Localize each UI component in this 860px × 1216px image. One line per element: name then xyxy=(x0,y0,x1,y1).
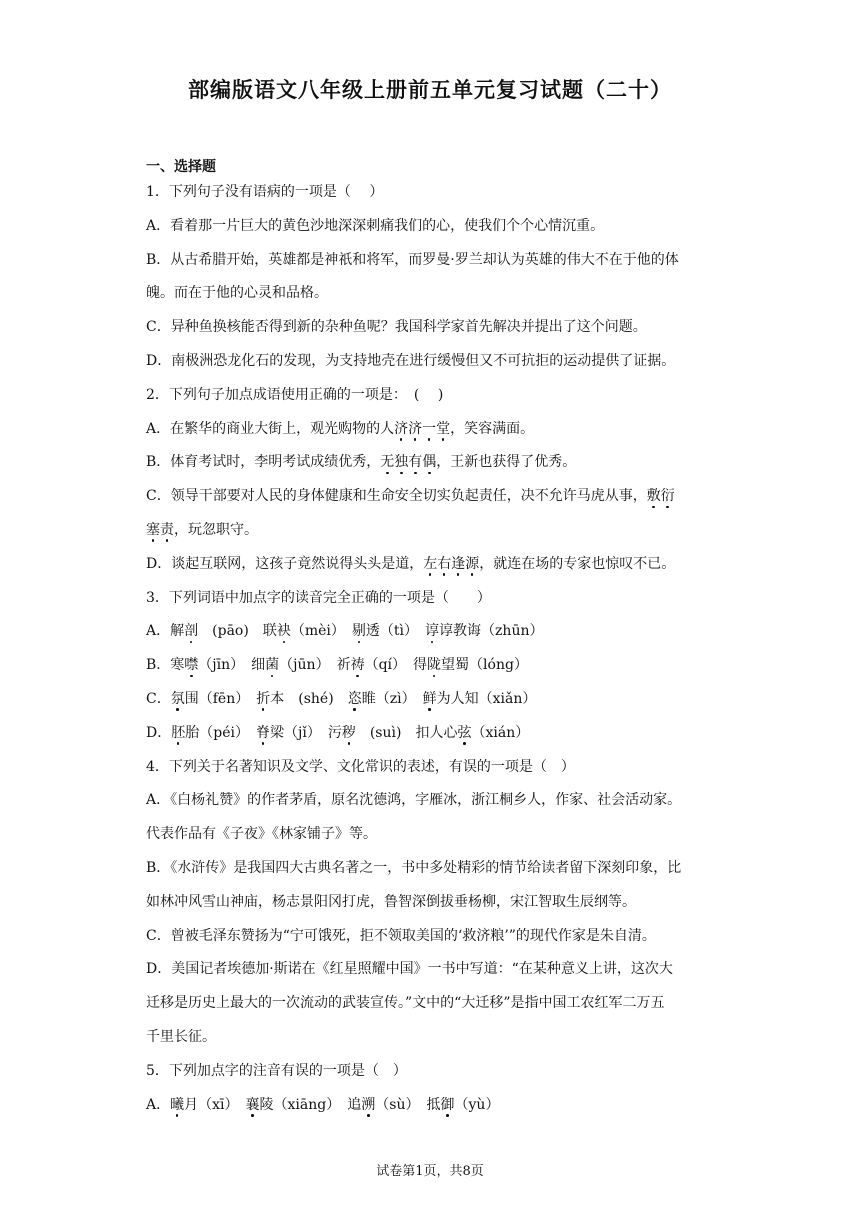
question-list xyxy=(146,176,721,1122)
question-line: 迁移是历史上最大的一次流动的武装宣传。”文中的“大迁移”是指中国工农红军二万五 xyxy=(146,995,665,1012)
question-line: D．谈起互联网，这孩子竟然说得头头是道，左右逢源，就连在场的专家也惊叹不已。 xyxy=(146,555,676,572)
question-line: C．领导干部要对人民的身体健康和生命安全切实负起责任，决不允许马虎从事，敷衍 xyxy=(146,488,675,505)
page-footer: 试卷第1页，共8页 xyxy=(376,1164,484,1179)
section-heading: 一、选择题 xyxy=(146,159,216,175)
question-line: B．体育考试时，李明考试成绩优秀，无独有偶，王新也获得了优秀。 xyxy=(146,454,577,471)
question-line: 5．下列加点字的注音有误的一项是（ ） xyxy=(146,1062,407,1079)
question-line: 2．下列句子加点成语使用正确的一项是： ( ) xyxy=(146,386,444,403)
question-line: A．曦月（xī） 襄陵（xiāng） 追溯（sù） 抵御（yù） xyxy=(146,1096,500,1113)
question-line: 代表作品有《子夜》《林家铺子》等。 xyxy=(146,826,377,843)
question-line: D．胚胎（péi） 脊梁（jǐ） 污秽 (suì) 扣人心弦（xián） xyxy=(146,724,530,741)
question-line: A．《白杨礼赞》的作者茅盾，原名沈德鸿，字雁冰，浙江桐乡人，作家、社会活动家。 xyxy=(146,792,682,809)
question-line: A．在繁华的商业大街上，观光购物的人济济一堂，笑容满面。 xyxy=(146,420,535,437)
question-line: 如林冲风雪山神庙，杨志景阳冈打虎，鲁智深倒拔垂杨柳，宋江智取生辰纲等。 xyxy=(146,893,636,910)
question-line: B．寒噤（jīn） 细菌（jūn） 祈祷（qí） 得陇望蜀（lóng） xyxy=(146,657,528,674)
question-line: C．曾被毛泽东赞扬为“宁可饿死，拒不领取美国的‘救济粮’”的现代作家是朱自清。 xyxy=(146,927,656,944)
question-line: D．南极洲恐龙化石的发现，为支持地壳在进行缓慢但又不可抗拒的运动提供了证据。 xyxy=(146,352,676,369)
question-line: B．《水浒传》是我国四大古典名著之一，书中多处精彩的情节给读者留下深刻印象，比 xyxy=(146,859,682,876)
question-line: 塞责，玩忽职守。 xyxy=(146,521,258,538)
page-title: 部编版语文八年级上册前五单元复习试题（二十） xyxy=(188,78,672,102)
question-line: 4．下列关于名著知识及文学、文化常识的表述，有误的一项是（ ） xyxy=(146,758,575,775)
question-line: 3．下列词语中加点字的读音完全正确的一项是（ ） xyxy=(146,589,491,606)
question-line: C．异种鱼换核能否得到新的杂种鱼呢？我国科学家首先解决并提出了这个问题。 xyxy=(146,319,647,336)
question-line: A．解剖 (pāo) 联袂（mèi） 剔透（tì） 谆谆教诲（zhūn） xyxy=(146,623,544,640)
question-line: B．从古希腊开始，英雄都是神祇和将军，而罗曼·罗兰却认为英雄的伟大不在于他的体 xyxy=(146,251,679,268)
question-line: 千里长征。 xyxy=(146,1028,216,1045)
question-line: A．看着那一片巨大的黄色沙地深深刺痛我们的心，使我们个个心情沉重。 xyxy=(146,217,605,234)
question-line: 魄。而在于他的心灵和品格。 xyxy=(146,285,328,302)
question-line: D．美国记者埃德加·斯诺在《红星照耀中国》一书中写道：“在某种意义上讲，这次大 xyxy=(146,961,673,978)
question-line: 1．下列句子没有语病的一项是（ ） xyxy=(146,184,384,200)
question-line: C．氛围（fēn） 折本 (shé) 恣睢（zì） 鲜为人知（xiǎn） xyxy=(146,690,537,707)
